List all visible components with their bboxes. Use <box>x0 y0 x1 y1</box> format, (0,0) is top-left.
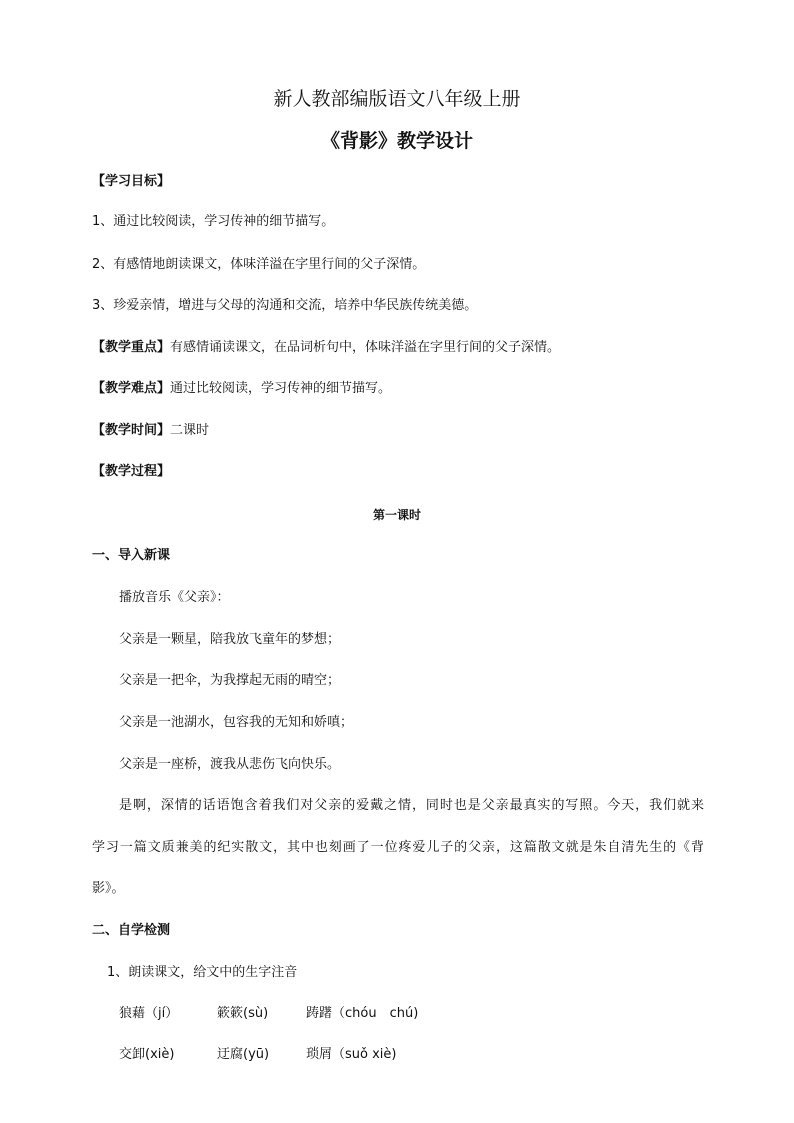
section1-heading: 一、导入新课 <box>92 548 171 563</box>
poem-line-1: 父亲是一颗星，陪我放飞童年的梦想； <box>119 632 341 647</box>
difficulty-row <box>92 380 391 398</box>
paragraph-line-2: 学习一篇文质兼美的纪实散文，其中也刻画了一位疼爱儿子的父亲，这篇散文就是朱自清先生的《背 <box>92 840 704 855</box>
poem-line-2: 父亲是一把伞，为我撑起无雨的晴空； <box>119 673 341 688</box>
document-title: 新人教部编版语文八年级上册 <box>273 88 521 110</box>
paragraph-line-1: 是啊，深情的话语饱含着我们对父亲的爱戴之情，同时也是父亲最真实的写照。今天，我们就来 <box>119 798 704 813</box>
time-label: 【教学时间】 <box>92 423 171 438</box>
document-subtitle: 《背影》教学设计 <box>320 130 473 152</box>
goal-item-1: 1、通过比较阅读，学习传神的细节描写。 <box>92 214 335 229</box>
section2-heading: 二、自学检测 <box>92 923 171 938</box>
pinyin-item: 踌躇（chóu chú) <box>306 1006 419 1021</box>
difficulty-label: 【教学难点】 <box>92 381 171 396</box>
time-row <box>92 422 209 440</box>
pinyin-item: 狼藉（jí） <box>119 1006 179 1021</box>
pinyin-item: 迂腐(yū) <box>217 1047 270 1062</box>
poem-line-4: 父亲是一座桥，渡我从悲伤飞向快乐。 <box>119 757 341 772</box>
section2-task: 1、朗读课文，给文中的生字注音 <box>107 965 298 980</box>
difficulty-text: 通过比较阅读，学习传神的细节描写。 <box>170 381 392 396</box>
lesson1-heading: 第一课时 <box>372 508 421 522</box>
pinyin-item: 簌簌(sù) <box>217 1006 269 1021</box>
key-point-label: 【教学重点】 <box>92 340 171 355</box>
section1-intro: 播放音乐《父亲》： <box>119 590 230 605</box>
goal-item-3: 3、珍爱亲情，增进与父母的沟通和交流，培养中华民族传统美德。 <box>92 298 478 313</box>
key-point-text: 有感情诵读课文，在品词析句中，体味洋溢在字里行间的父子深情。 <box>170 340 561 355</box>
paragraph-line-3: 影》。 <box>92 881 125 896</box>
poem-line-3: 父亲是一池湖水，包容我的无知和娇嗔； <box>119 715 354 730</box>
process-heading: 【教学过程】 <box>92 464 171 479</box>
goal-item-2: 2、有感情地朗读课文，体味洋溢在字里行间的父子深情。 <box>92 257 426 272</box>
pinyin-item: 琐屑（suǒ xiè) <box>306 1047 397 1062</box>
pinyin-item: 交卸(xiè) <box>119 1047 175 1062</box>
key-point-row <box>92 339 560 357</box>
goals-heading: 【学习目标】 <box>92 174 171 189</box>
time-text: 二课时 <box>170 423 210 438</box>
